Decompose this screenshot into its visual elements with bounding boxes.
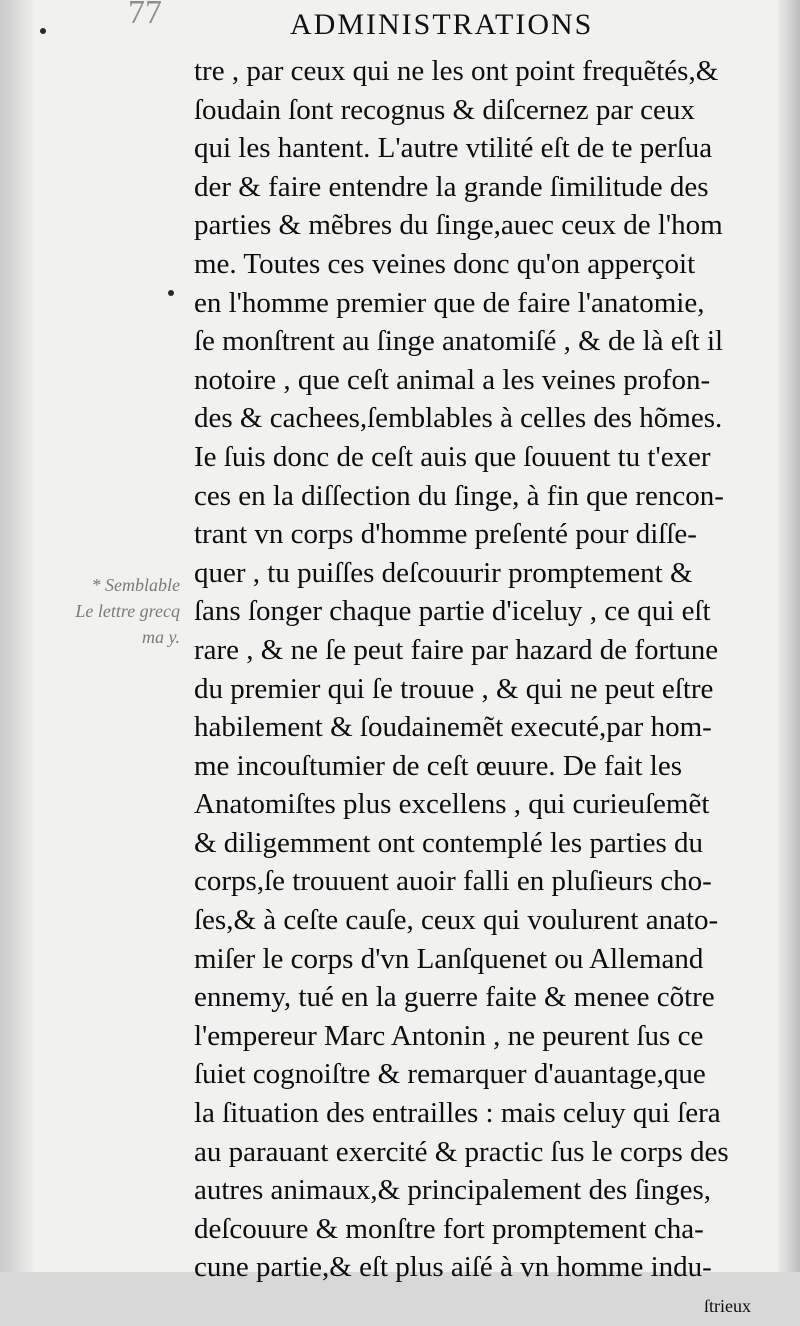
text-line: la ſituation des entrailles : mais celuy qui ſera <box>194 1097 721 1130</box>
text-line: tre , par ceux qui ne les ont point frequẽtés,& <box>194 55 719 87</box>
text-line: parties & mẽbres du ſinge,auec ceux de l'hom <box>194 209 723 242</box>
text-line: ſans ſonger chaque partie d'iceluy , ce qui eſt <box>194 595 711 628</box>
text-line: notoire , que ceſt animal a les veines profon- <box>194 363 711 396</box>
text-line: ſes,& à ceſte cauſe, ceux qui voulurent anato- <box>194 904 719 937</box>
text-line: ennemy, tué en la guerre faite & menee cõtre <box>194 981 715 1014</box>
margin-note-line: ma y. <box>142 627 180 647</box>
ink-spot <box>168 290 174 296</box>
text-line: quer , tu puiſſes deſcouurir promptement & <box>194 556 693 589</box>
text-line: qui les hantent. L'autre vtilité eſt de te perſua <box>194 132 713 165</box>
text-line: der & faire entendre la grande ſimilitude des <box>194 170 709 203</box>
text-line: me. Toutes ces veines donc qu'on apperçoit <box>194 247 696 280</box>
text-line: en l'homme premier que de faire l'anatomie, <box>194 286 705 319</box>
text-line: l'empereur Marc Antonin , ne peurent ſus ce <box>194 1019 704 1052</box>
text-line: deſcouure & monſtre fort promptement cha- <box>194 1212 704 1245</box>
running-head: ADMINISTRATIONS <box>290 8 594 41</box>
text-line: du premier qui ſe trouue , & qui ne peut eſtre <box>194 672 714 705</box>
text-line: miſer le corps d'vn Lanſquenet ou Allemand <box>194 942 704 975</box>
text-line: Ie ſuis donc de ceſt auis que ſouuent tu t'exer <box>194 440 711 473</box>
ink-spot <box>40 28 46 34</box>
body-text <box>194 52 792 1326</box>
text-line: & diligemment ont contemplé les parties du <box>194 826 704 859</box>
margin-note <box>30 572 180 650</box>
text-line: ſuiet cognoiſtre & remarquer d'auantage,que <box>194 1058 706 1091</box>
gutter-shadow <box>0 0 34 1272</box>
text-line: rare , & ne ſe peut faire par hazard de fortune <box>194 633 719 666</box>
text-line: des & cachees,ſemblables à celles des hõmes. <box>194 402 723 435</box>
text-line: au parauant exercité & practic ſus le corps des <box>194 1135 729 1168</box>
text-line: autres animaux,& principalement des ſinges, <box>194 1174 712 1207</box>
folio-number: 77 <box>128 0 162 31</box>
margin-note-line: Le lettre grecq <box>75 601 180 621</box>
text-line: habilement & ſoudainemẽt executé,par hom- <box>194 711 712 744</box>
text-line: me incouſtumier de ceſt œuure. De fait les <box>194 749 682 782</box>
text-line: trant vn corps d'homme preſenté pour diſſe- <box>194 518 697 551</box>
catchword: ſtrieux <box>704 1296 751 1316</box>
text-line: ces en la diſſection du ſinge, à fin que rencon- <box>194 479 724 512</box>
text-line: ſoudain ſont recognus & diſcernez par ceux <box>194 93 695 126</box>
text-line: ſe monſtrent au ſinge anatomiſé , & de là eſt il <box>194 325 724 358</box>
text-line: cune partie,& eſt plus aiſé à vn homme indu- <box>194 1251 712 1284</box>
margin-note-line: * Semblable <box>91 575 180 595</box>
text-line: Anatomiſtes plus excellens , qui curieuſemẽt <box>194 788 710 821</box>
text-line: corps,ſe trouuent auoir falli en pluſieurs cho- <box>194 865 712 898</box>
